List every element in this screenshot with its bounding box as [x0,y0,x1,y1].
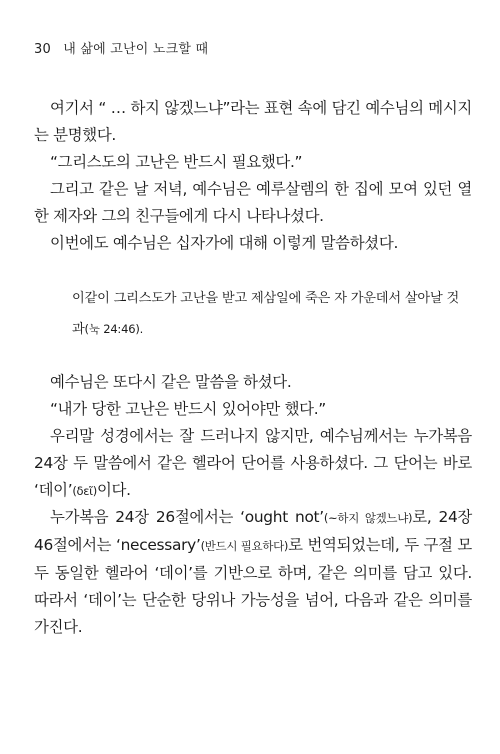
quote-text: 이같이 그리스도가 고난을 받고 제삼일에 죽은 자 가운데서 살아날 것과 [72,291,460,337]
paragraph-7: 우리말 성경에서는 잘 드러나지 않지만, 예수님께서는 누가복음 24장 두 말씀에서 같은 헬라어 단어를 사용하셨다. 그 단어는 바로 ‘데이’(δεῖ)이다. [34,427,472,499]
paragraph-5: 예수님은 또다시 같은 말씀을 하셨다. [50,373,292,391]
paragraph-2: “그리스도의 고난은 반드시 필요했다.” [50,153,303,171]
page-number: 30 [34,42,51,57]
paragraph-1: 여기서 “ … 하지 않겠느냐”라는 표현 속에 담긴 예수님의 메시지는 분명했다. [34,99,472,144]
running-header [34,38,208,57]
chapter-title: 내 삶에 고난이 노크할 때 [63,42,209,57]
paragraph-4: 이번에도 예수님은 십자가에 대해 이렇게 말씀하셨다. [50,234,399,252]
quote-reference: (눅 24:46). [84,322,144,336]
paragraph-3: 그리고 같은 날 저녁, 예수님은 예루살렘의 한 집에 모여 있던 열한 제자와 그의 친구들에게 다시 나타나셨다. [34,180,472,225]
paragraph-6: “내가 당한 고난은 반드시 있어야만 했다.” [50,400,326,418]
scripture-quote [72,284,470,345]
paragraph-8: 누가복음 24장 26절에서는 ‘ought not’(~하지 않겠느냐)로, 24장 46절에서는 ‘necessary’(반드시 필요하다)로 번역되었는데, 두 구절 모두 동일한 헬라어 ‘데이’를 기반으로 하며, 같은 의미를 담고 있다. 따라서 ‘데이’는 단순한 당위나 가능성을 넘어, 다음과 같은 의미를 가진다. [34,508,473,636]
